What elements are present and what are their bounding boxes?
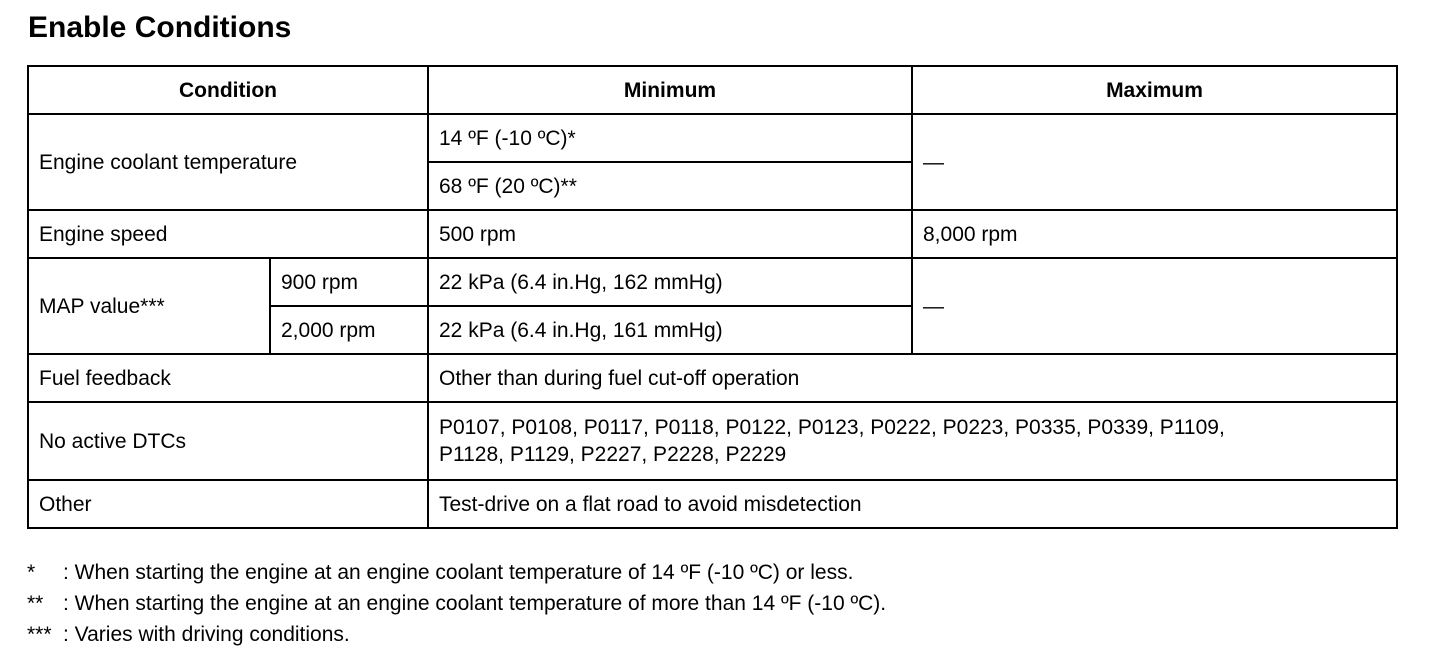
condition-cell: Engine speed (28, 210, 428, 258)
value-cell: Test-drive on a flat road to avoid misdetection (428, 480, 1397, 528)
maximum-cell: — (912, 114, 1397, 210)
header-condition: Condition (28, 66, 428, 114)
minimum-cell: 14 ºF (-10 ºC)* (428, 114, 912, 162)
page-title: Enable Conditions (28, 11, 292, 44)
table-row (28, 258, 1397, 306)
condition-cell: Fuel feedback (28, 354, 428, 402)
footnote-text: : When starting the engine at an engine coolant temperature of more than 14 ºF (-10 ºC). (63, 592, 887, 615)
minimum-cell: 68 ºF (20 ºC)** (428, 162, 912, 210)
condition-cell: MAP value*** (28, 258, 270, 354)
maximum-cell: — (912, 258, 1397, 354)
minimum-cell: 22 kPa (6.4 in.Hg, 162 mmHg) (428, 258, 912, 306)
footnote-mark: * (27, 561, 36, 584)
sub-condition-cell: 2,000 rpm (270, 306, 428, 354)
condition-cell: Engine coolant temperature (28, 114, 428, 210)
condition-cell: No active DTCs (28, 402, 428, 480)
enable-conditions-table (27, 65, 1398, 529)
table-row (28, 210, 1397, 258)
condition-cell: Other (28, 480, 428, 528)
footnote (27, 557, 886, 588)
header-maximum: Maximum (912, 66, 1397, 114)
header-minimum: Minimum (428, 66, 912, 114)
footnote (27, 619, 886, 650)
sub-condition-cell: 900 rpm (270, 258, 428, 306)
footnote-text: : Varies with driving conditions. (63, 623, 350, 646)
minimum-cell: 500 rpm (428, 210, 912, 258)
footnote-mark: ** (27, 592, 44, 615)
value-cell (428, 402, 1397, 480)
footnote (27, 588, 886, 619)
footnote-text: : When starting the engine at an engine coolant temperature of 14 ºF (-10 ºC) or less. (63, 561, 854, 584)
table-row (28, 480, 1397, 528)
value-cell: Other than during fuel cut-off operation (428, 354, 1397, 402)
table-row (28, 354, 1397, 402)
dtc-list-line: P1128, P1129, P2227, P2228, P2229 (439, 443, 787, 466)
minimum-cell: 22 kPa (6.4 in.Hg, 161 mmHg) (428, 306, 912, 354)
table-header-row (28, 66, 1397, 114)
table-row (28, 402, 1397, 480)
table-row (28, 114, 1397, 162)
footnotes (27, 557, 886, 650)
footnote-mark: *** (27, 623, 52, 646)
dtc-list-line: P0107, P0108, P0117, P0118, P0122, P0123, P0222, P0223, P0335, P0339, P1109, (439, 416, 1225, 439)
maximum-cell: 8,000 rpm (912, 210, 1397, 258)
